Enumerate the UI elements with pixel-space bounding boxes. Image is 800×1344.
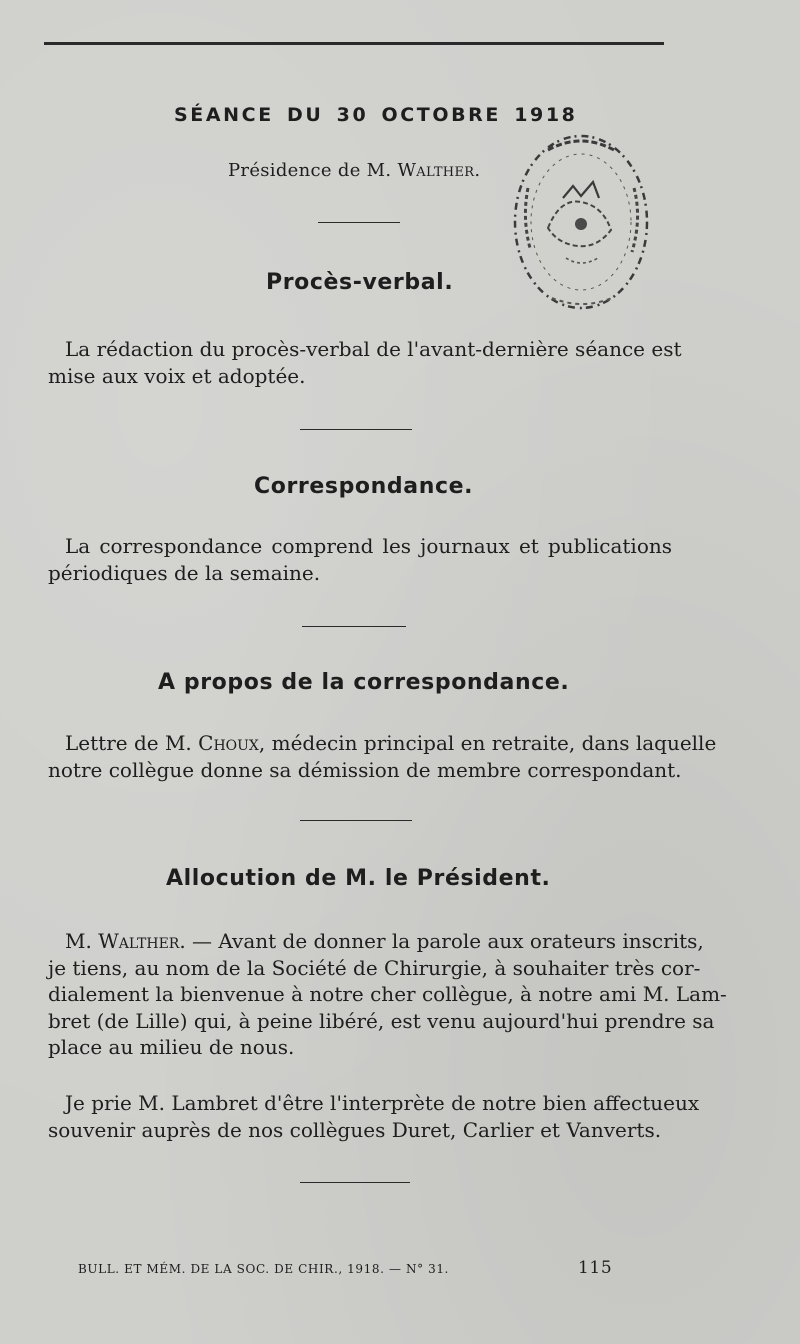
text-line: périodiques de la semaine.: [48, 560, 321, 585]
heading-correspondance: Correspondance.: [254, 474, 474, 499]
presidence-line: [228, 160, 480, 181]
text-line: souvenir auprès de nos collègues Duret, Carlier et Vanverts.: [48, 1117, 662, 1142]
text-line: La correspondance comprend les journaux et publications: [65, 534, 672, 558]
text-fragment: — Avant de donner la parole aux orateurs inscrits,: [185, 929, 704, 953]
text-line: La rédaction du procès-verbal de l'avant-dernière séance est: [65, 337, 682, 361]
text-line: [48, 730, 717, 757]
text-line: dialement la bienvenue à notre cher collègue, à notre ami M. Lam-: [48, 982, 727, 1006]
paragraph-allocution-2: [48, 1090, 700, 1143]
text-fragment: , médecin principal en retraite, dans laquelle: [258, 731, 717, 755]
heading-proces-verbal: Procès-verbal.: [266, 270, 454, 295]
presidence-prefix: Présidence de M.: [228, 160, 398, 181]
text-line: place au milieu de nous.: [48, 1035, 295, 1059]
page-number: 115: [578, 1258, 613, 1278]
top-rule: [44, 42, 664, 45]
section-separator: [318, 222, 400, 223]
text-line: [48, 928, 704, 955]
footer-citation: BULL. ET MÉM. DE LA SOC. DE CHIR., 1918. — N° 31.: [78, 1262, 449, 1276]
text-line: notre collègue donne sa démission de membre correspondant.: [48, 757, 682, 782]
speaker-name: M. Walther.: [65, 929, 186, 953]
section-separator: [302, 626, 406, 627]
person-name: Choux: [198, 731, 259, 755]
president-name: Walther.: [397, 160, 481, 181]
library-stamp: [508, 128, 654, 316]
paragraph-proces-verbal: [48, 336, 682, 389]
text-line: Je prie M. Lambret d'être l'interprète de notre bien affectueux: [65, 1091, 700, 1115]
paragraph-a-propos: [48, 730, 717, 783]
text-fragment: Lettre de M.: [65, 731, 199, 755]
text-line: je tiens, au nom de la Société de Chirurgie, à souhaiter très cor-: [48, 955, 701, 980]
heading-allocution: Allocution de M. le Président.: [166, 866, 551, 891]
meeting-title: SÉANCE DU 30 OCTOBRE 1918: [174, 104, 578, 126]
section-separator: [300, 1182, 410, 1183]
text-line: mise aux voix et adoptée.: [48, 363, 306, 388]
paragraph-correspondance: [48, 533, 672, 586]
paragraph-allocution-1: [48, 928, 727, 1061]
heading-a-propos: A propos de la correspondance.: [158, 670, 570, 695]
text-line: bret (de Lille) qui, à peine libéré, est venu aujourd'hui prendre sa: [48, 1008, 715, 1033]
section-separator: [300, 429, 412, 430]
section-separator: [300, 820, 412, 821]
